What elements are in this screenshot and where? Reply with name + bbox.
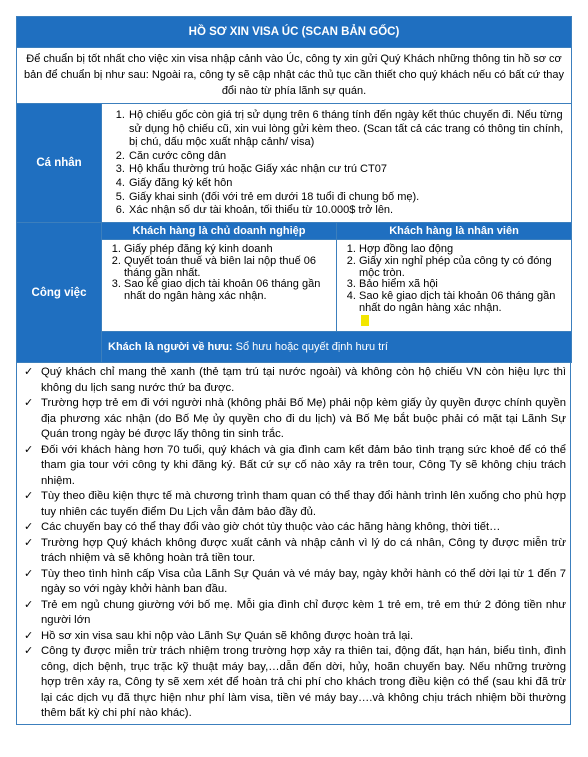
note-item (23, 629, 566, 645)
employee-item (359, 291, 567, 327)
employee-item: 2. Giấy xin nghỉ phép của công ty có đóng mộc tròn. (359, 256, 567, 280)
personal-item: 2. Căn cước công dân (128, 150, 565, 164)
employee-item: 3. Bảo hiểm xã hội (359, 279, 567, 291)
checkmark-icon: ✓ (24, 521, 34, 533)
owner-item: 1. Giấy phép đăng ký kinh doanh (124, 244, 332, 256)
personal-item: 3. Hộ khẩu thường trú hoặc Giấy xác nhận cư trú CT07 (128, 163, 565, 177)
note-item (23, 567, 566, 598)
owner-requirements (102, 240, 337, 332)
owner-heading: Khách hàng là chủ doanh nghiệp (102, 223, 337, 240)
retired-label: Khách là người về hưu: (108, 341, 233, 353)
note-item (23, 536, 566, 567)
notes-section (16, 363, 571, 725)
employee-requirements (337, 240, 572, 332)
owner-item: 2. Quyết toán thuế và biên lai nộp thuế 06 tháng gần nhất. (124, 256, 332, 280)
checkmark-icon: ✓ (24, 645, 34, 657)
highlight-mark (361, 315, 369, 326)
checkmark-icon: ✓ (24, 598, 34, 611)
note-item (23, 443, 566, 490)
note-item (23, 365, 566, 396)
employee-heading: Khách hàng là nhân viên (337, 223, 572, 240)
checkmark-icon: ✓ (24, 629, 34, 642)
note-text: Công ty được miễn trừ trách nhiệm trong trường hợp xảy ra thiên tai, động đất, hạn hán, biểu tình, đình công, dịch bệnh, trục trặc kỹ thuật máy bay,…dẫn đến dời, hủy, hoãn chuyến bay. Nếu những trường hợp trên xảy ra, Công ty sẽ xem xét để hoàn trả chi phí cho khách trong điều kiện có thể (sau khi đã trừ lại các dịch vụ đã thực hiện như phí làm visa, tiền vé máy bay….và không chịu trách nhiệm bồi thường thêm bất kỳ chi phí nào khác). (41, 645, 566, 719)
note-text: Tùy theo tình hình cấp Visa của Lãnh Sự Quán và vé máy bay, ngày khởi hành có thể dời lại từ 1 đến 7 ngày so với ngày khởi hành ban đầu. (41, 567, 566, 595)
document-title: HỒ SƠ XIN VISA ÚC (SCAN BẢN GỐC) (17, 17, 572, 48)
owner-item: 3. Sao kê giao dịch tài khoản 06 tháng gần nhất do ngân hàng xác nhận. (124, 279, 332, 303)
note-text: Các chuyến bay có thể thay đổi vào giờ chót tùy thuộc vào các hãng hàng không, thời tiết… (41, 521, 501, 533)
checkmark-icon: ✓ (24, 567, 34, 580)
note-text: Đối với khách hàng hơn 70 tuổi, quý khách và gia đình cam kết đảm bảo tình trạng sức khoẻ để có thể tham gia tour với công ty khi đăng ký. Bất cứ sự cố nào xảy ra trên tour, Công Ty sẽ không chịu trách nhiệm. (41, 443, 566, 487)
note-text: Hồ sơ xin visa sau khi nộp vào Lãnh Sự Quán sẽ không được hoàn trả lại. (41, 629, 414, 642)
employee-item-text: Sao kê giao dịch tài khoản 06 tháng gần nhất do ngân hàng xác nhận. (359, 290, 556, 314)
requirements-table (16, 16, 572, 363)
note-text: Trường hợp Quý khách không được xuất cảnh và nhập cảnh vì lý do cá nhân, Công ty được miễn trừ trách nhiệm và sẽ không hoàn trả tiền tour. (41, 536, 566, 564)
note-text: Tùy theo điều kiện thực tế mà chương trình tham quan có thể thay đổi hành trình lên xuống cho phù hợp tuy nhiên các tuyến điểm Du Lịch vẫn đảm bảo đầy đủ. (41, 490, 566, 518)
checkmark-icon: ✓ (24, 490, 34, 502)
retired-row (102, 332, 572, 363)
note-item (23, 489, 566, 520)
employee-item: 1. Hợp đồng lao động (359, 244, 567, 256)
personal-label: Cá nhân (17, 104, 102, 223)
checkmark-icon: ✓ (24, 536, 34, 549)
personal-item: 6. Xác nhận số dư tài khoản, tối thiểu từ 10.000$ trở lên. (128, 204, 565, 218)
note-item (23, 598, 566, 629)
personal-item: 1. Hộ chiếu gốc còn giá trị sử dụng trên 6 tháng tính đến ngày kết thúc chuyến đi. Nếu từng sử dụng hộ chiếu cũ, xin vui lòng gửi kèm theo. (Scan tất cả các trang có thông tin chính, bị chú, dấu mộc xuất nhập cảnh/ visa) (128, 109, 565, 150)
personal-item: 4. Giấy đăng ký kết hôn (128, 177, 565, 191)
visa-document (16, 16, 571, 725)
note-text: Quý khách chỉ mang thẻ xanh (thẻ tạm trú tại nước ngoài) và không còn hộ chiếu VN còn hiệu lực thì không du lịch sang nước thứ ba được. (41, 366, 566, 394)
work-label: Công việc (17, 223, 102, 363)
checkmark-icon: ✓ (24, 397, 34, 409)
intro-paragraph: Để chuẩn bị tốt nhất cho việc xin visa nhập cảnh vào Úc, công ty xin gửi Quý Khách những thông tin hồ sơ cơ bản để chuẩn bị như sau: Ngoài ra, công ty sẽ cập nhật các thủ tục cần thiết cho quý khách nếu có bất cứ thay đổi nào từ phía lãnh sự quán. (17, 48, 572, 104)
note-text: Trường hợp trẻ em đi với người nhà (không phải Bố Mẹ) phải nộp kèm giấy ủy quyền được chính quyền địa phương xác nhận (do Bố Mẹ ủy quyền cho đi du lịch) và Bố Mẹ bắt buộc phải có mặt tại Lãnh Sự Quán trong ngày bé được lấy thông tin sinh trắc. (41, 397, 566, 440)
personal-item: 5. Giấy khai sinh (đối với trẻ em dưới 18 tuổi đi chung bố mẹ). (128, 191, 565, 205)
note-item (23, 396, 566, 443)
checkmark-icon: ✓ (24, 443, 34, 456)
note-text: Trẻ em ngủ chung giường với bố mẹ. Mỗi gia đình chỉ được kèm 1 trẻ em, trẻ em thứ 2 đóng tiền như người lớn (41, 598, 566, 626)
note-item (23, 644, 566, 722)
note-item (23, 520, 566, 536)
personal-requirements (102, 104, 572, 223)
retired-text: Sổ hưu hoặc quyết định hưu trí (232, 341, 388, 353)
checkmark-icon: ✓ (24, 366, 34, 378)
